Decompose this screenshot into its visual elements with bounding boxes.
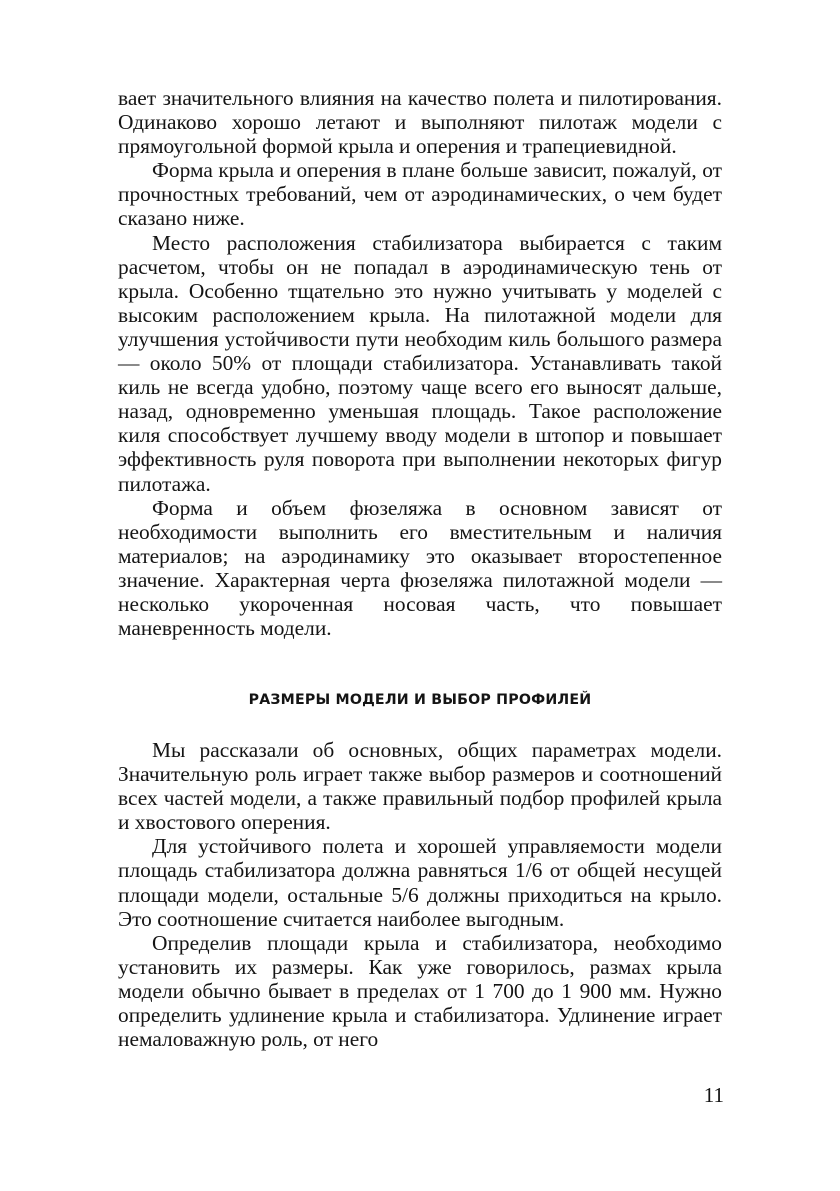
text-block-bottom [118,738,722,1051]
paragraph-continuation: вает значительного влияния на качество полета и пилотирования. Одинаково хорошо летают и выполняют пилотаж модели с прямоугольной формой крыла и оперения и трапециевидной. [118,86,722,159]
text-block-top [118,86,722,640]
paragraph-fuselage: Форма и объем фюзеляжа в основном зависят от необходимости выполнить его вместительным и наличия материалов; на аэродинамику это оказывает второстепенное значение. Характерная черта фюзеляжа пилотажной модели — несколько укороченная носовая часть, что повышает маневренность модели. [118,495,722,641]
paragraph-wing-shape: Форма крыла и оперения в плане больше зависит, пожалуй, от прочностных требований, чем от аэродинамических, о чем будет сказано ниже. [118,158,722,231]
page-number: 11 [703,1083,724,1107]
section-heading: РАЗМЕРЫ МОДЕЛИ И ВЫБОР ПРОФИЛЕЙ [248,692,592,708]
paragraph-stabilizer-position: Место расположения стабилизатора выбирается с таким расчетом, чтобы он не попадал в аэродинамическую тень от крыла. Особенно тщательно это нужно учитывать у моделей с высоким расположением крыла. На пилотажной модели для улучшения устойчивости пути необходим киль большого размера — около 50% от площади стабилизатора. Устанавливать такой киль не всегда удобно, поэтому чаще всего его выносят дальше, назад, одновременно уменьшая площадь. Такое расположение киля способствует лучшему вводу модели в штопор и повышает эффективность руля поворота при выполнении некоторых фигур пилотажа. [118,230,722,496]
paragraph-parameters: Мы рассказали об основных, общих параметрах модели. Значительную роль играет также выбор размеров и соотношений всех частей модели, а также правильный подбор профилей крыла и хвостового оперения. [118,738,722,835]
paragraph-wingspan: Определив площади крыла и стабилизатора, необходимо установить их размеры. Как уже говорилось, размах крыла модели обычно бывает в пределах от 1 700 до 1 900 мм. Нужно определить удлинение крыла и стабилизатора. Удлинение играет немаловажную роль, от него [118,930,722,1052]
paragraph-stabilizer-area: Для устойчивого полета и хорошей управляемости модели площадь стабилизатора должна равняться 1/6 от общей несущей площади модели, остальные 5/6 должны приходиться на крыло. Это соотношение считается наиболее выгодным. [118,834,722,931]
